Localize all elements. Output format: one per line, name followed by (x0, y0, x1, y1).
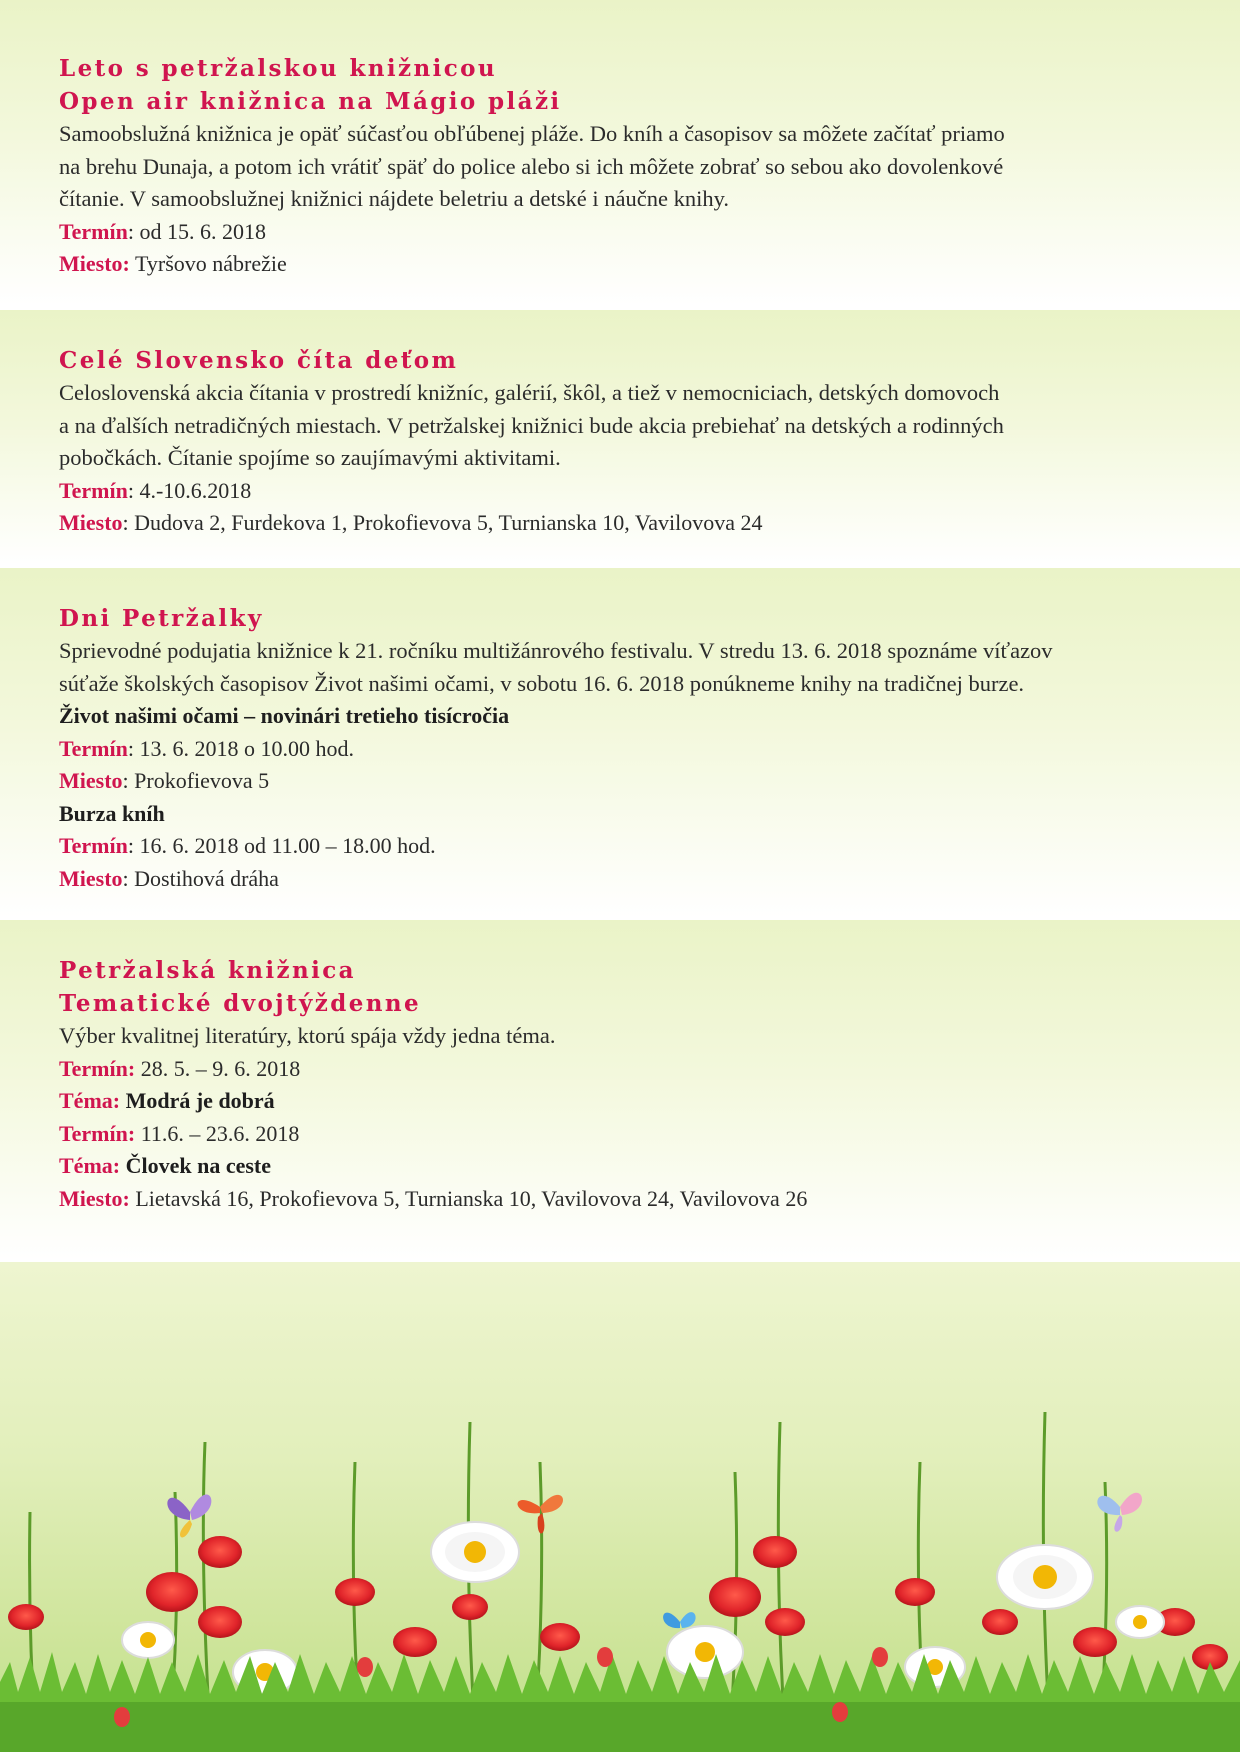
section-title: Dni Petržalky (59, 605, 264, 632)
place-value: Lietavská 16, Prokofievova 5, Turnianska 10, Vavilovova 24, Vavilovova 26 (135, 1185, 808, 1211)
section-title: Petržalská knižnica (59, 957, 356, 984)
detail-theme (59, 1150, 1200, 1183)
term-label: Termín (59, 477, 128, 503)
detail-place (59, 1183, 1200, 1216)
meadow-svg (0, 1262, 1240, 1752)
term-label: Termín (59, 218, 128, 244)
event-heading: Burza kníh (59, 800, 165, 826)
section-subtitle: Tematické dvojtýždenne (59, 990, 422, 1017)
detail-term (59, 830, 1200, 863)
place-label: Miesto: (59, 251, 130, 276)
term-label: Termín: (59, 1120, 136, 1146)
daisy-icon (122, 1522, 1164, 1694)
theme-label: Téma: (59, 1088, 121, 1113)
separator: : (122, 768, 135, 793)
detail-place (59, 507, 1200, 540)
detail-place (59, 248, 1200, 281)
separator: : (127, 833, 140, 858)
term-label: Termín: (59, 1055, 136, 1081)
place-label: Miesto (59, 865, 123, 891)
event-heading: Život našimi očami – novinári tretieho tisícročia (59, 703, 510, 728)
place-value: Tyršovo nábrežie (134, 251, 287, 276)
term-value: 28. 5. – 9. 6. 2018 (140, 1055, 301, 1081)
term-value: 16. 6. 2018 od 11.00 – 18.00 hod. (139, 833, 436, 858)
detail-place (59, 765, 1200, 798)
term-value: od 15. 6. 2018 (139, 218, 266, 244)
section-open-air-library (0, 0, 1240, 305)
place-value: Prokofievova 5 (134, 768, 270, 793)
description-line: Samoobslužná knižnica je opäť súčasťou obľúbenej pláže. Do kníh a časopisov sa môžete začítať priamo (59, 121, 1005, 146)
separator: : (127, 477, 140, 503)
detail-term (59, 216, 1200, 249)
theme-label: Téma: (59, 1153, 121, 1178)
term-value: 11.6. – 23.6. 2018 (140, 1120, 300, 1146)
section-petrzalka-days (0, 568, 1240, 918)
section-title: Leto s petržalskou knižnicou (59, 55, 498, 82)
separator: : (122, 510, 135, 535)
detail-place (59, 863, 1200, 896)
section-thematic-fortnights (0, 920, 1240, 1260)
place-value: Dudova 2, Furdekova 1, Prokofievova 5, Turnianska 10, Vavilovova 24 (134, 510, 763, 535)
theme-value: Modrá je dobrá (125, 1088, 275, 1113)
section-slovakia-reads (0, 310, 1240, 565)
section-subtitle: Open air knižnica na Mágio pláži (59, 88, 562, 115)
separator: : (122, 865, 135, 891)
butterfly-icon (167, 1493, 1142, 1628)
description-line: súťaže školských časopisov Život našimi očami, v sobotu 16. 6. 2018 ponúkneme knihy na tradičnej burze. (59, 670, 1025, 696)
description-line: pobočkách. Čítanie spojíme so zaujímavými aktivitami. (59, 445, 561, 470)
description-line: Sprievodné podujatia knižnice k 21. ročníku multižánrového festivalu. V stredu 13. 6. 2018 spoznáme víťazov (59, 638, 1053, 663)
detail-term (59, 475, 1200, 508)
term-value: 13. 6. 2018 o 10.00 hod. (139, 735, 354, 761)
detail-term (59, 733, 1200, 766)
term-label: Termín (59, 833, 128, 858)
term-label: Termín (59, 735, 128, 761)
theme-value: Človek na ceste (125, 1153, 272, 1178)
place-value: Dostihová dráha (134, 865, 279, 891)
detail-term (59, 1053, 1200, 1086)
section-title: Celé Slovensko číta deťom (59, 347, 459, 374)
description-line: Celoslovenská akcia čítania v prostredí knižníc, galérií, škôl, a tiež v nemocniciach, detských domovoch (59, 380, 1000, 405)
detail-theme (59, 1085, 1200, 1118)
meadow-illustration (0, 1262, 1240, 1752)
description-line: čítanie. V samoobslužnej knižnici nájdete beletriu a detské i náučne knihy. (59, 186, 730, 211)
separator: : (127, 218, 140, 244)
description-line: Výber kvalitnej literatúry, ktorú spája vždy jedna téma. (59, 1023, 556, 1048)
separator: : (127, 735, 140, 761)
place-label: Miesto (59, 510, 123, 535)
place-label: Miesto (59, 768, 123, 793)
term-value: 4.-10.6.2018 (139, 477, 252, 503)
place-label: Miesto: (59, 1185, 130, 1211)
grass-icon (0, 1652, 1240, 1752)
description-line: na brehu Dunaja, a potom ich vrátiť späť do police alebo si ich môžete zobrať so sebou ako dovolenkové (59, 153, 1004, 179)
detail-term (59, 1118, 1200, 1151)
description-line: a na ďalších netradičných miestach. V petržalskej knižnici bude akcia prebiehať na detských a rodinných (59, 412, 1004, 438)
